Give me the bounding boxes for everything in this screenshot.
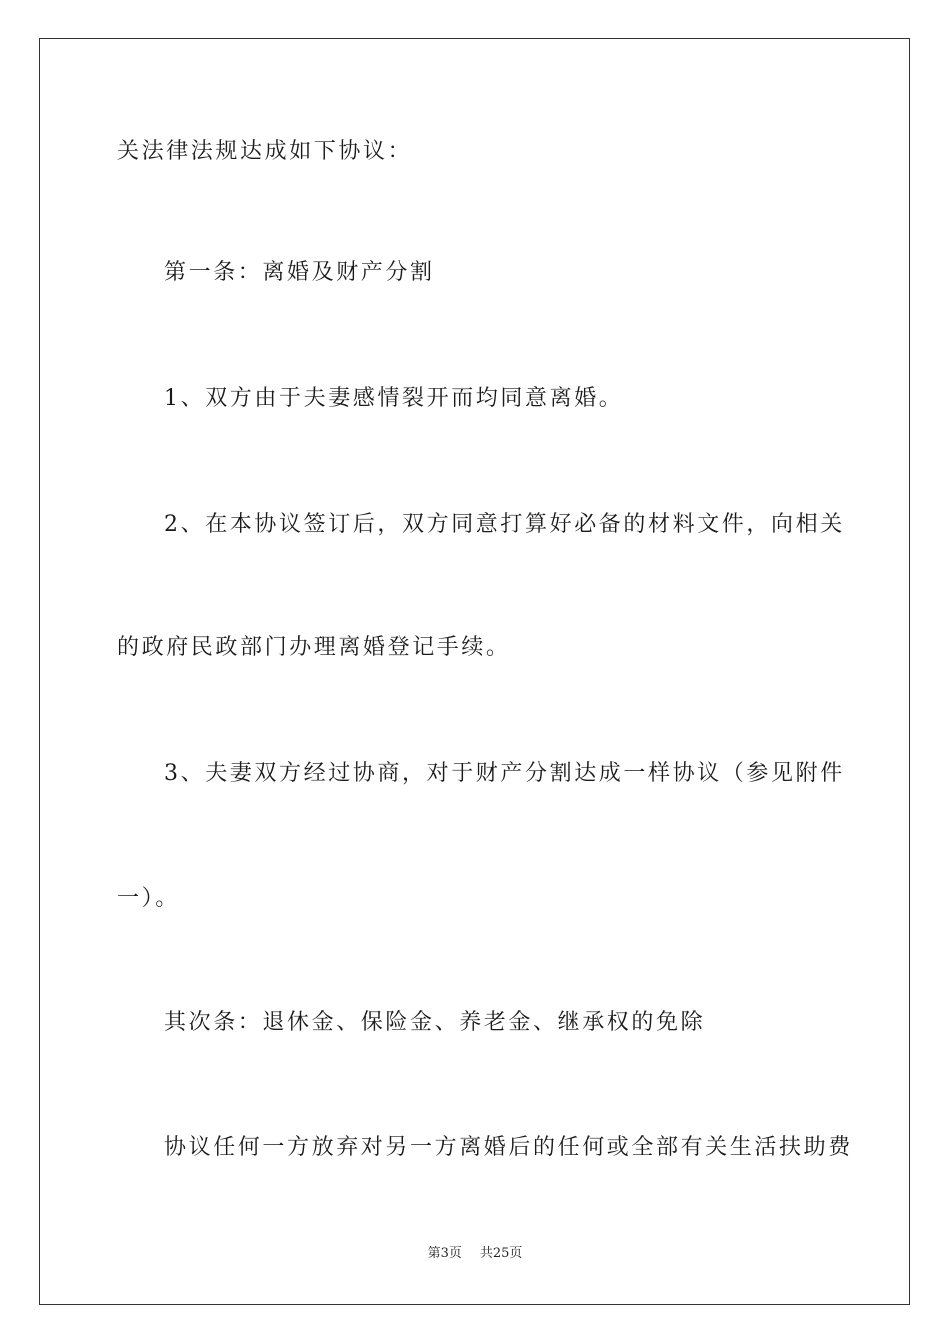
page-total: 共25页 — [479, 1246, 523, 1261]
article-2-heading: 其次条：退休金、保险金、养老金、继承权的免除 — [164, 1010, 706, 1035]
page-footer — [0, 1245, 950, 1263]
clause-3-line-1: 3、夫妻双方经过协商，对于财产分割达成一样协议（参见附件 — [164, 761, 845, 786]
clause-2-line-1: 2、在本协议签订后，双方同意打算好必备的材料文件，向相关 — [164, 512, 845, 537]
text-line-1: 关法律法规达成如下协议： — [117, 139, 413, 164]
page-number: 第3页 — [427, 1246, 462, 1261]
page-frame — [39, 38, 910, 1305]
clause-3-line-2: 一）。 — [117, 886, 180, 911]
clause-2-line-2: 的政府民政部门办理离婚登记手续。 — [117, 635, 511, 660]
article-1-heading: 第一条：离婚及财产分割 — [164, 260, 435, 285]
article-2-text-line-1: 协议任何一方放弃对另一方离婚后的任何或全部有关生活扶助费 — [164, 1135, 853, 1160]
clause-1: 1、双方由于夫妻感情裂开而均同意离婚。 — [164, 386, 624, 411]
